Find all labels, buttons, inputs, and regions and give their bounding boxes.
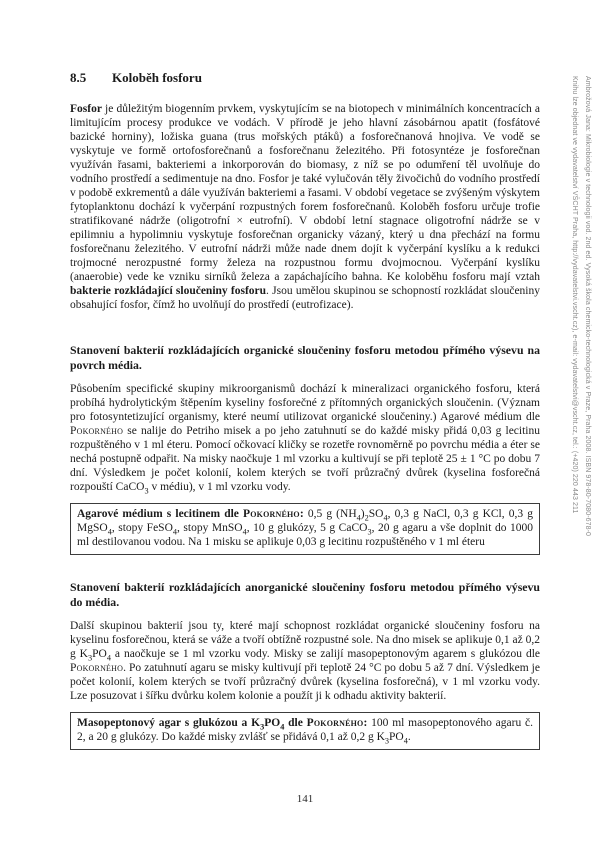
citation-line-1: Ambrožová Jana: Mikrobiologie v technologii vod. 2nd ed. Vysoká škola chemicko-technologická v Praze, Praha 2008. ISBN 978-80-7080-678-0	[584, 76, 591, 537]
paragraph-phosphorus-intro: Fosfor je důležitým biogenním prvkem, vyskytujícím se na biotopech v minimálních koncentracích a limitujícím procesy produkce ve vodách. V přírodě je jeho hlavní zásobárnou apatit (fosfátové bazické horniny), ložiska guana (trus mořských ptáků) a fosforečnanová hnojiva. Ve vodě se vyskytuje ve formě ortofosforečnanů a fosforečnanu železitého. Při fotosyntéze je fosforečnan využíván řasami, bakteriemi a inkorporován do biomasy, z níž se po odumření těl uvolňuje do vodního prostředí a sedimentuje na dno. Fosfor je také vylučován těly živočichů do vodního prostředí v podobě exkrementů a dále využíván bakteriemi a řasami. V období vegetace se zvýšeným výskytem fytoplanktonu dochází k vyčerpání rozpustných forem fosforečnanů. Koloběh fosforu určuje trofie stratifikované nádrže (oligotrofní × eutrofní). V období letní stagnace oligotrofní nádrže se v epilimniu a hypolimniu vyskytuje fosforečnan organicky vázaný, který u dna přechází na formu fosforečnanu železitého. V eutrofní nádrži může nade dnem dojít k vyčerpání kyslíku a k redukci trojmocné nerozpustné formy železa na rozpustnou formu dvojmocnou. Vyčerpání kyslíku (anaerobie) vede ke vzniku sirníků železa a zapáchajícího bahna. Ke koloběhu fosforu mají vztah bakterie rozkládající sloučeniny fosforu. Jsou umělou skupinou se schopností rozkládat sloučeniny obsahující fosfor, čímž ho uvolňují do prostředí (eutrofizace).	[70, 103, 540, 311]
subheading-organic-method: Stanovení bakterií rozkládajících organické sloučeniny fosforu metodou přímého výsevu na povrch média.	[70, 343, 540, 372]
recipe-box-masopeptone-agar-text: Masopeptonový agar s glukózou a $K_3PO_4$ dle Pokorného: 100 ml masopeptonového agaru č. 2, a 20 g glukózy. Do každé misky zvlášť se přidává 0,1 až 0,2 g $K_3PO_4$.	[77, 717, 533, 746]
section-heading	[70, 70, 540, 86]
sidebar-citation	[568, 76, 594, 592]
recipe-box-masopeptone-agar	[70, 712, 540, 750]
paragraph-inorganic-method: Další skupinou bakterií jsou ty, které mají schopnost rozkládat organické sloučeniny fosforu na kyselinu fosforečnou, která se váže a tvoří obtížně rozpustné sole. Na dno misek se aplikuje 0,1 až 0,2 g $K_3PO_4$ a naočkuje se 1 ml vzorku vody. Misky se zalijí masopeptonovým agarem s glukózou dle Pokorného. Po zatuhnutí agaru se misky kultivují při teplotě 24 °C po dobu 5 až 7 dní. Výsledkem je počet kolonií, kolem kterých se tvoří průzračný dvůrek (kyselina fosforečná), v 1 ml vzorku vody. Lze posuzovat i šířku dvůrku kolem kolonie a použít ji k odhadu aktivity bakterií.	[70, 620, 540, 702]
citation-line-2: Knihu lze objednat ve vydavatelství VŠCHT Praha, http://vydavatelstvi.vscht.cz), e-mail: vydavatelstvi@vscht.cz, tel.: (+420) 220 443 211	[571, 76, 578, 514]
recipe-box-agar-lecithin-text: Agarové médium s lecitinem dle Pokorného: 0,5 g $(NH_4)_2SO_4$, 0,3 g NaCl, 0,3 g KCl, 0,3 g MgSO$_4$, stopy FeSO$_4$, stopy MnSO$_4$, 10 g glukózy, 5 g CaCO$_3$, 20 g agaru a vše doplnit do 1000 ml destilovanou vodou. Na 1 misku se aplikuje 0,03 g lecitinu rozpuštěného v 1 ml éteru	[77, 508, 533, 548]
section-number: 8.5	[70, 70, 87, 85]
paragraph-organic-method: Působením specifické skupiny mikroorganismů dochází k mineralizaci organického fosforu, která probíhá hydrolytickým štěpením kyseliny fosforečné z přítomných organických sloučenin. (Význam pro fotosyntetizující organismy, které neumí utilizovat organické sloučeniny.) Agarové médium dle Pokorného se nalije do Petriho misek a po jeho zatuhnutí se do každé misky přidá 0,03 g lecitinu rozpuštěného v 1 ml éteru. Pomocí očkovací kličky se rozetře rovnoměrně po povrchu média a éter se nechá postupně odpařit. Na misky naočkuje 1 ml vzorku a kultivují se při teplotě 25 ± 1 °C po dobu 7 dní. Výsledkem je počet kolonií, kolem kterých se tvoří průzračný dvůrek (kyselina fosforečná rozpouští CaCO$_3$ v médiu), v 1 ml vzorku vody.	[70, 383, 540, 496]
page-content	[70, 70, 540, 750]
page-number: 141	[296, 793, 314, 805]
recipe-box-agar-lecithin	[70, 503, 540, 555]
subheading-inorganic-method: Stanovení bakterií rozkládajících anorganické sloučeniny fosforu metodou přímého výsevu do média.	[70, 580, 540, 609]
section-title: Koloběh fosforu	[112, 70, 202, 85]
